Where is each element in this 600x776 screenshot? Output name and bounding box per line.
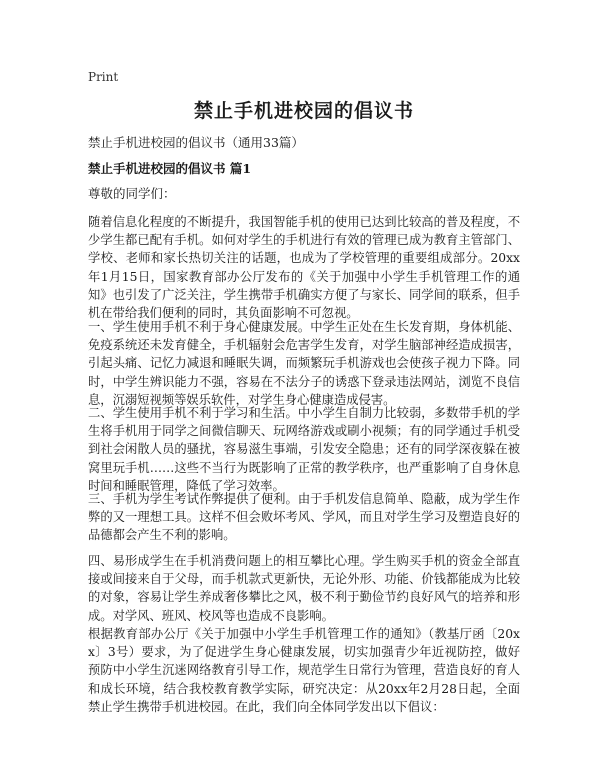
paragraph-point-2: 二、学生使用手机不利于学习和生活。中小学生自制力比较弱，多数带手机的学生将手机用于同学之间微信聊天、玩网络游戏或刷小视频；有的同学通过手机受到社会闲散人员的骚扰，容易滋生事端，引发安全隐患；还有的同学深夜躲在被窝里玩手机……这些不当行为既影响了正常的教学秩序，也严重影响了自身休息时间和睡眠管理，降低了学习效率。	[88, 406, 520, 493]
paragraph-decision: 根据教育部办公厅《关于加强中小学生手机管理工作的通知》（教基厅函〔20xx〕3号）要求，为了促进学生身心健康发展，切实加强青少年近视防控，做好预防中小学生沉迷网络教育引导工作，规范学生日常行为管理，营造良好的育人和成长环境，结合我校教育教学实际，研究决定：从20xx年2月28日起，全面禁止学生携带手机进校园。在此，我们向全体同学发出以下倡议：	[88, 627, 520, 714]
paragraph-point-1: 一、学生使用手机不利于身心健康发展。中学生正处在生长发育期，身体机能、免疫系统还未发育健全，手机辐射会危害学生发育，对学生脑部神经造成损害，引起头痛、记忆力减退和睡眠失调，而频繁玩手机游戏也会使孩子视力下降。同时，中学生辨识能力不强，容易在不法分子的诱惑下登录违法网站，浏览不良信息，沉溺短视频等娱乐软件，对学生身心健康造成侵害。	[88, 320, 520, 407]
print-link[interactable]: Print	[88, 70, 119, 84]
paragraph-point-3: 三、手机为学生考试作弊提供了便利。由于手机发信息简单、隐蔽，成为学生作弊的又一理想工具。这样不但会败坏考风、学风，而且对学生学习及塑造良好的品德都会产生不利的影响。	[88, 492, 520, 543]
paragraph-point-4: 四、易形成学生在手机消费问题上的相互攀比心理。学生购买手机的资金全部直接或间接来自于父母，而手机款式更新快，无论外形、功能、价钱都能成为比较的对象，容易让学生养成奢侈攀比之风，极不利于勤俭节约良好风气的培养和形成。对学风、班风、校风等也造成不良影响。	[88, 554, 520, 623]
page-title: 禁止手机进校园的倡议书	[193, 100, 414, 122]
section-heading: 禁止手机进校园的倡议书 篇1	[88, 161, 252, 176]
document-subtitle: 禁止手机进校园的倡议书（通用33篇）	[88, 135, 304, 150]
greeting-line: 尊敬的同学们：	[88, 186, 176, 201]
paragraph-intro: 随着信息化程度的不断提升，我国智能手机的使用已达到比较高的普及程度，不少学生都已配有手机。如何对学生的手机进行有效的管理已成为教育主管部门、学校、老师和家长热切关注的话题，也成为了学校管理的重要组成部分。20xx年1月15日，国家教育部办公厅发布的《关于加强中小学生手机管理工作的通知》也引发了广泛关注，学生携带手机确实方便了与家长、同学间的联系，但手机在带给我们便利的同时，其负面影响不可忽视。	[88, 215, 520, 321]
